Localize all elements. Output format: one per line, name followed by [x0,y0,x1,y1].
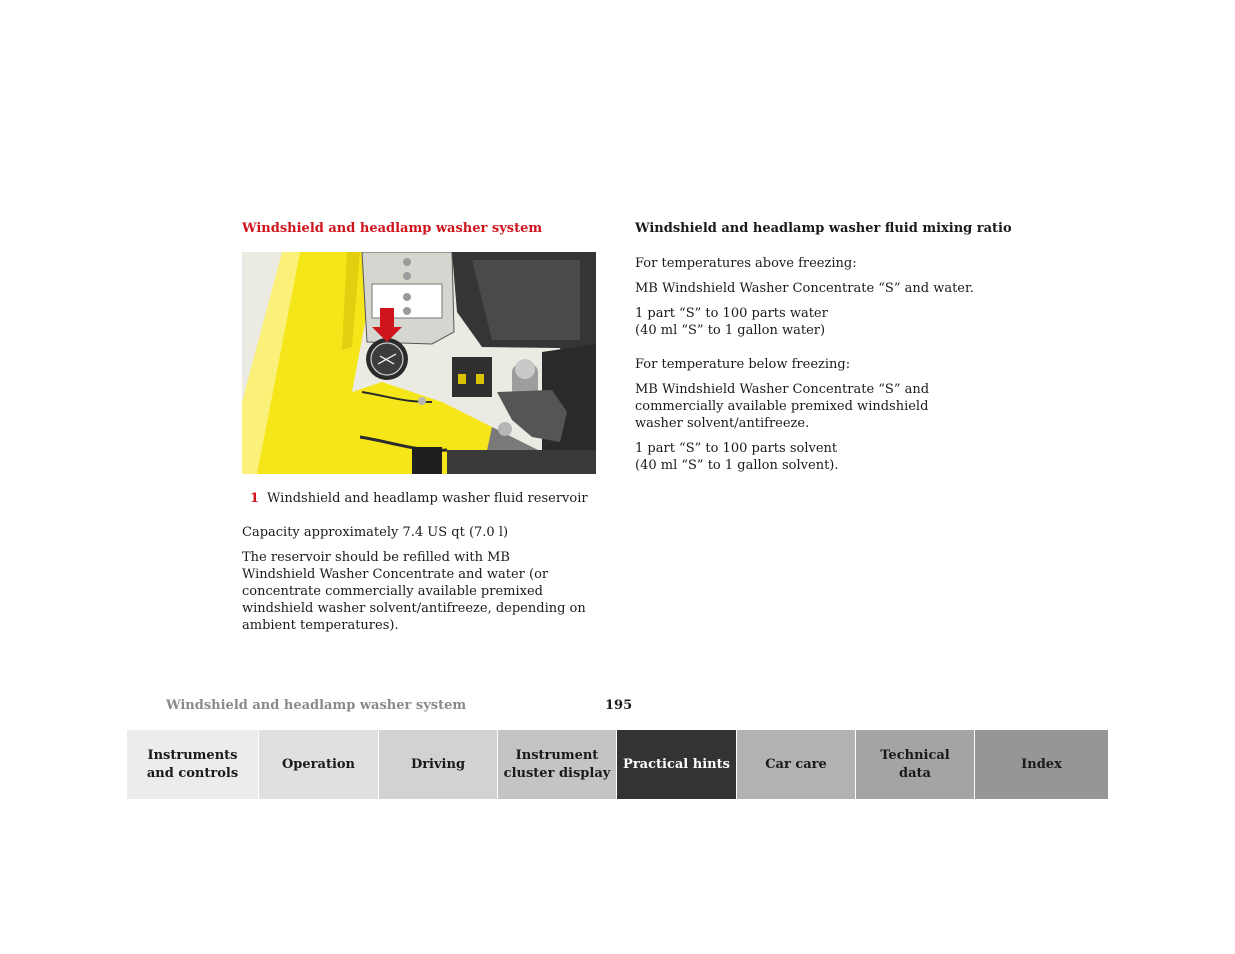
figure-caption [242,490,602,507]
mix-paragraph-6: 1 part “S” to 100 parts solvent (40 ml “S” to 1 gallon solvent). [635,441,839,473]
callout-number: 1 [250,491,260,506]
right-column [635,255,1005,482]
mix-paragraph-3: 1 part “S” to 100 parts water (40 ml “S” to 1 gallon water) [635,306,828,338]
nav-tab-practical-hints[interactable]: Practical hints [617,730,737,799]
left-column [242,490,602,642]
nav-tab-driving[interactable]: Driving [379,730,498,799]
mix-paragraph-4: For temperature below freezing: [635,357,851,372]
section-title-right: Windshield and headlamp washer fluid mixing ratio [635,221,1012,236]
engine-compartment-illustration [242,252,596,474]
mix-paragraph-5: MB Windshield Washer Concentrate “S” and commercially available premixed windshield washer solvent/antifreeze. [635,382,930,431]
footer-section-title: Windshield and headlamp washer system [166,698,467,713]
nav-tab-index[interactable]: Index [975,730,1108,799]
nav-tab-instruments-and-controls[interactable]: Instruments and controls [127,730,259,799]
chapter-nav-bar [127,730,1108,799]
nav-tab-instrument-cluster-display[interactable]: Instrument cluster display [498,730,617,799]
capacity-paragraph: Capacity approximately 7.4 US qt (7.0 l) [242,525,509,540]
nav-tab-car-care[interactable]: Car care [737,730,856,799]
refill-paragraph: The reservoir should be refilled with MB Windshield Washer Concentrate and water (or concentrate commercially available premixed windshield washer solvent/antifreeze, depending on ambient temperatures). [242,550,586,633]
section-title-left: Windshield and headlamp washer system [242,221,543,236]
nav-tab-operation[interactable]: Operation [259,730,379,799]
mix-paragraph-1: For temperatures above freezing: [635,256,857,271]
nav-tab-technical-data[interactable]: Technical data [856,730,975,799]
caption-text: Windshield and headlamp washer fluid reservoir [267,491,588,506]
mix-paragraph-2: MB Windshield Washer Concentrate “S” and water. [635,281,974,296]
page-number: 195 [605,698,633,713]
engine-compartment-figure [242,252,596,474]
